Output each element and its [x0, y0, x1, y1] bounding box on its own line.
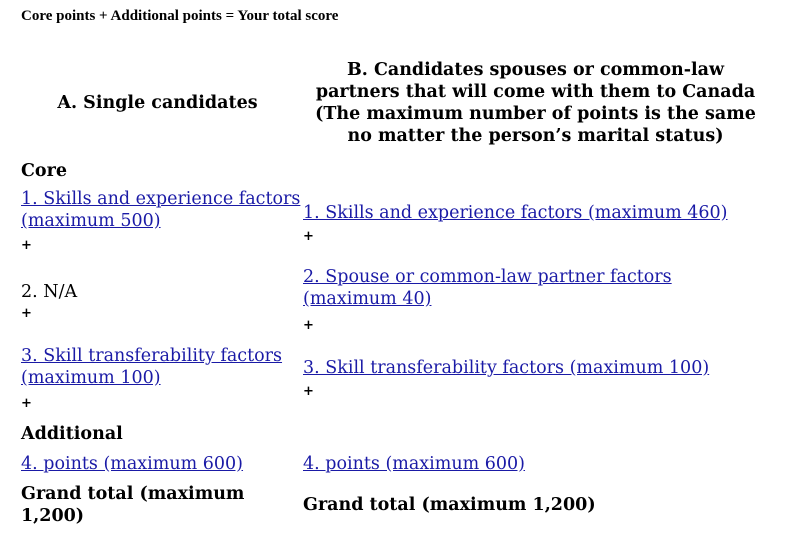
- plus-sign: +: [21, 396, 32, 411]
- table-caption: Core points + Additional points = Your total score: [21, 8, 339, 24]
- grand-total-spouse: Grand total (maximum 1,200): [303, 495, 596, 515]
- header-spouse-candidates: B. Candidates spouses or common-law partners that will come with them to Canada (The maximum number of points is the same no matter the person’s marital status): [315, 60, 756, 146]
- link-additional-points-single[interactable]: 4. points (maximum 600): [21, 454, 244, 474]
- plus-sign: +: [21, 238, 32, 253]
- header-single-candidates: A. Single candidates: [57, 93, 258, 113]
- na-factor-single: 2. N/A: [21, 282, 78, 302]
- link-additional-points-spouse[interactable]: 4. points (maximum 600): [303, 454, 526, 474]
- link-transferability-single[interactable]: 3. Skill transferability factors (maximum 100): [21, 346, 283, 388]
- link-transferability-spouse[interactable]: 3. Skill transferability factors (maximum 100): [303, 358, 710, 378]
- plus-sign: +: [303, 229, 314, 244]
- link-skills-experience-single[interactable]: 1. Skills and experience factors (maximum 500): [21, 189, 301, 231]
- plus-sign: +: [21, 306, 32, 321]
- plus-sign: +: [303, 318, 314, 333]
- plus-sign: +: [303, 384, 314, 399]
- section-core-label: Core: [21, 161, 67, 181]
- link-spouse-factors[interactable]: 2. Spouse or common-law partner factors (maximum 40): [303, 267, 672, 309]
- grand-total-single: Grand total (maximum 1,200): [21, 484, 245, 526]
- section-additional-label: Additional: [21, 424, 123, 444]
- link-skills-experience-spouse[interactable]: 1. Skills and experience factors (maximum 460): [303, 203, 728, 223]
